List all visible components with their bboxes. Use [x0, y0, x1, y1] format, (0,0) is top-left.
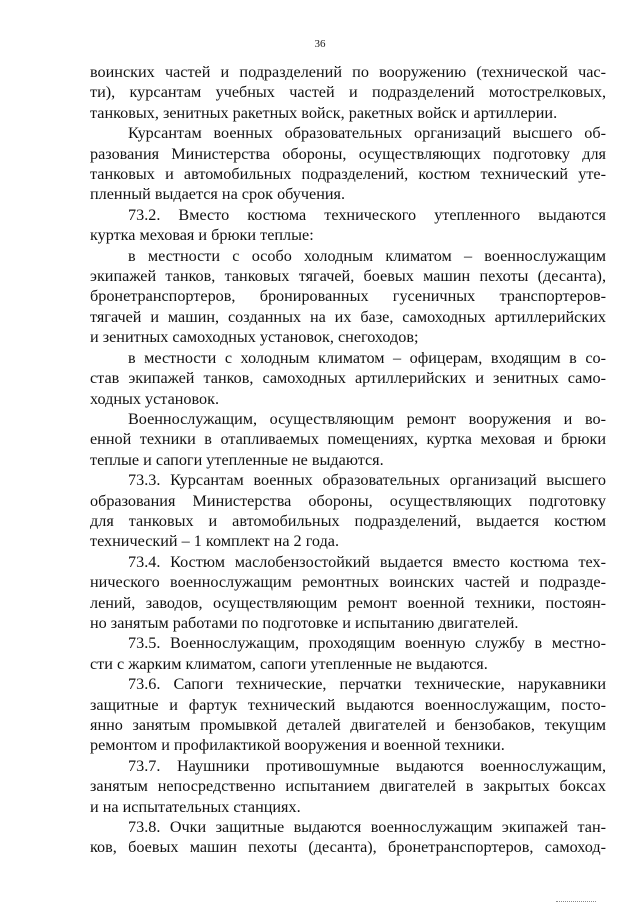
text-line: но занятым работами по подготовке и испытанию двигателей.: [90, 613, 519, 632]
paragraph: [90, 62, 606, 123]
text-line: и на испытательных станциях.: [90, 797, 301, 816]
text-line: и зенитных самоходных установок, снегоходов;: [90, 328, 419, 347]
text-line: занятым непосредственно испытанием двигателей в закрытых боксах: [90, 777, 606, 796]
text-line: 73.2. Вместо костюма технического утепленного выдаются: [128, 205, 606, 224]
paragraph: [90, 470, 606, 552]
page-number: 36: [314, 38, 326, 50]
text-line: енной техники в отапливаемых помещениях, куртка меховая и брюки: [90, 430, 606, 449]
paragraph: [90, 205, 606, 246]
text-line: разования Министерства обороны, осуществляющих подготовку для: [90, 144, 606, 163]
text-line: бронетранспортеров, бронированных гусеничных транспортеров-: [90, 287, 606, 306]
text-line: теплые и сапоги утепленные не выдаются.: [90, 450, 384, 469]
text-line: ремонтом и профилактикой вооружения и военной техники.: [90, 736, 505, 755]
text-line: защитные и фартук технический выдаются военнослужащим, посто-: [90, 695, 606, 714]
text-line: в местности с особо холодным климатом – военнослужащим: [128, 246, 606, 265]
text-line: тягачей и машин, созданных на их базе, самоходных артиллерийских: [90, 307, 606, 326]
paragraph: [90, 246, 606, 348]
paragraph: [90, 633, 606, 674]
text-line: танковых, зенитных ракетных войск, ракетных войск и артиллерии.: [90, 103, 558, 122]
text-line: 73.4. Костюм маслобензостойкий выдается вместо костюма тех-: [128, 552, 606, 571]
text-line: лений, заводов, осуществляющим ремонт военной техники, постоян-: [90, 593, 606, 612]
text-line: танковых и автомобильных подразделений, костюм технический уте-: [90, 165, 606, 184]
text-line: 73.3. Курсантам военных образовательных организаций высшего: [128, 471, 606, 490]
text-line: янно занятым промывкой деталей двигателей и бензобаков, текущим: [90, 716, 606, 734]
paragraph: [90, 756, 606, 817]
text-line: Курсантам военных образовательных организаций высшего об-: [128, 124, 606, 143]
document-body: [90, 62, 606, 858]
text-line: 73.6. Сапоги технические, перчатки технические, нарукавники: [128, 675, 606, 694]
text-line: ходных установок.: [90, 389, 220, 408]
text-line: в местности с холодным климатом – офицерам, входящим в со-: [128, 348, 606, 367]
scan-artifact-line: [556, 901, 596, 903]
paragraph: [90, 348, 606, 409]
text-line: 73.8. Очки защитные выдаются военнослужащим экипажей тан-: [128, 818, 606, 837]
text-line: технический – 1 комплект на 2 года.: [90, 532, 340, 551]
text-line: воинских частей и подразделений по вооружению (технической час-: [90, 63, 606, 81]
text-line: став экипажей танков, самоходных артиллерийских и зенитных само-: [90, 369, 606, 388]
text-line: 73.5. Военнослужащим, проходящим военную службу в местно-: [128, 634, 606, 653]
paragraph: [90, 123, 606, 205]
text-line: сти с жарким климатом, сапоги утепленные не выдаются.: [90, 654, 488, 673]
paragraph: [90, 552, 606, 634]
text-line: ти), курсантам учебных частей и подразделений мотострелковых,: [90, 83, 606, 102]
text-line: образования Министерства обороны, осуществляющих подготовку: [90, 491, 606, 510]
paragraph: [90, 409, 606, 470]
paragraph: [90, 674, 606, 756]
paragraph: [90, 817, 606, 858]
text-line: ков, боевых машин пехоты (десанта), бронетранспортеров, самоход-: [90, 838, 606, 857]
text-line: 73.7. Наушники противошумные выдаются военнослужащим,: [128, 756, 606, 775]
text-line: Военнослужащим, осуществляющим ремонт вооружения и во-: [128, 409, 606, 428]
text-line: пленный выдается на срок обучения.: [90, 185, 346, 204]
text-line: для танковых и автомобильных подразделений, выдается костюм: [90, 511, 606, 530]
text-line: куртка меховая и брюки теплые:: [90, 226, 314, 245]
text-line: экипажей танков, танковых тягачей, боевых машин пехоты (десанта),: [90, 267, 606, 286]
text-line: нического военнослужащим ремонтных воинских частей и подразде-: [90, 573, 606, 592]
